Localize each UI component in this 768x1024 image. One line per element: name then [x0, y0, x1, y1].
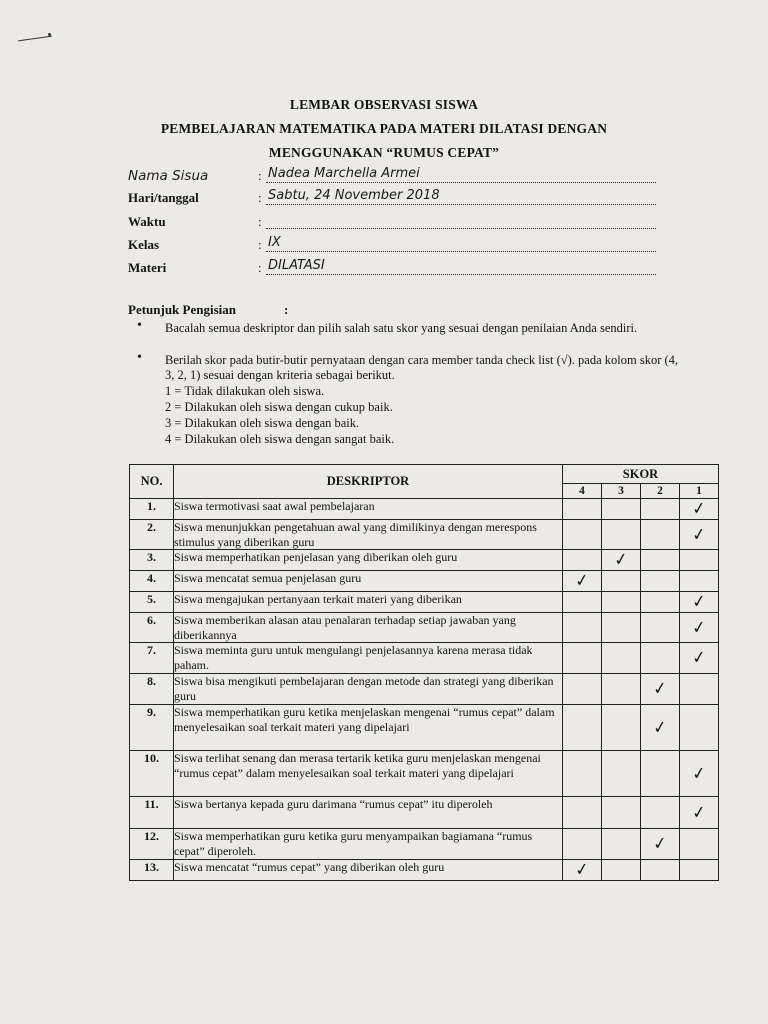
bullet-icon: •	[137, 350, 142, 365]
score-cell-1	[680, 860, 719, 881]
score-col-3: 3	[602, 484, 641, 499]
score-col-1: 1	[680, 484, 719, 499]
row-number: 13.	[130, 860, 174, 881]
score-cell-3	[602, 613, 641, 643]
score-cell-1	[680, 643, 719, 674]
table-row	[130, 643, 719, 674]
bullet-icon: •	[137, 318, 142, 333]
instruction-item: Berilah skor pada butir-butir pernyataan dengan cara member tanda check list (√). pada kolom skor (4, 3, 2, 1) sesuai dengan kriteria sebagai berikut.	[165, 353, 679, 382]
score-cell-3	[602, 705, 641, 751]
row-descriptor: Siswa memperhatikan guru ketika menjelaskan mengenai “rumus cepat” dalam menyelesaikan soal terkait materi yang dipelajari	[174, 705, 563, 751]
score-cell-4	[563, 571, 602, 592]
check-mark-icon: ✓	[573, 859, 591, 881]
score-cell-2	[641, 643, 680, 674]
score-cell-2	[641, 829, 680, 860]
identity-dotted-line	[266, 228, 656, 229]
row-number: 5.	[130, 592, 174, 613]
score-cell-4	[563, 520, 602, 550]
table-row	[130, 860, 719, 881]
criteria-item: 2 = Dilakukan oleh siswa dengan cukup baik.	[165, 400, 393, 414]
check-mark-icon: ✓	[651, 833, 669, 855]
score-col-2: 2	[641, 484, 680, 499]
column-header-descriptor: DESKRIPTOR	[174, 465, 563, 499]
identity-value: Nadea Marchella Armei	[268, 166, 420, 181]
row-descriptor: Siswa memperhatikan penjelasan yang diberikan oleh guru	[174, 550, 563, 571]
instruction-item: Bacalah semua deskriptor dan pilih salah satu skor yang sesuai dengan penilaian Anda sendiri.	[165, 321, 638, 335]
row-descriptor: Siswa menunjukkan pengetahuan awal yang dimilikinya dengan merespons stimulus yang diberikan guru	[174, 520, 563, 550]
score-cell-1	[680, 520, 719, 550]
score-cell-1	[680, 571, 719, 592]
table-row	[130, 499, 719, 520]
score-cell-3	[602, 674, 641, 705]
score-cell-3	[602, 797, 641, 829]
identity-label: Kelas	[128, 237, 160, 252]
identity-dotted-line	[266, 182, 656, 183]
column-header-no: NO.	[130, 465, 174, 499]
criteria-item: 1 = Tidak dilakukan oleh siswa.	[165, 384, 325, 398]
identity-colon: :	[258, 168, 262, 183]
score-cell-3	[602, 829, 641, 860]
score-cell-2	[641, 499, 680, 520]
table-row	[130, 751, 719, 797]
identity-dotted-line	[266, 274, 656, 275]
score-cell-2	[641, 751, 680, 797]
row-descriptor: Siswa memberikan alasan atau penalaran terhadap setiap jawaban yang diberikannya	[174, 613, 563, 643]
row-descriptor: Siswa meminta guru untuk mengulangi penjelasannya karena merasa tidak paham.	[174, 643, 563, 674]
score-cell-3	[602, 643, 641, 674]
score-cell-1	[680, 592, 719, 613]
pen-scribble	[18, 36, 52, 42]
check-mark-icon: ✓	[690, 616, 708, 639]
score-cell-4	[563, 499, 602, 520]
check-mark-icon: ✓	[573, 570, 591, 592]
row-descriptor: Siswa bisa mengikuti pembelajaran dengan metode dan strategi yang diberikan guru	[174, 674, 563, 705]
check-mark-icon: ✓	[690, 762, 708, 785]
score-cell-1	[680, 829, 719, 860]
table-row	[130, 550, 719, 571]
score-cell-4	[563, 705, 602, 751]
score-col-4: 4	[563, 484, 602, 499]
identity-label: Hari/tanggal	[128, 190, 199, 205]
criteria-item: 3 = Dilakukan oleh siswa dengan baik.	[165, 416, 360, 430]
score-cell-2	[641, 674, 680, 705]
score-cell-3	[602, 499, 641, 520]
score-cell-2	[641, 592, 680, 613]
score-cell-4	[563, 674, 602, 705]
identity-label: Nama Sisua	[128, 168, 209, 184]
check-mark-icon: ✓	[651, 716, 669, 739]
sheet-subtitle-line2: MENGGUNAKAN “RUMUS CEPAT”	[268, 145, 500, 160]
score-cell-2	[641, 613, 680, 643]
table-row	[130, 829, 719, 860]
score-cell-4	[563, 613, 602, 643]
table-row	[130, 674, 719, 705]
table-row	[130, 520, 719, 550]
score-cell-2	[641, 797, 680, 829]
row-number: 4.	[130, 571, 174, 592]
identity-dotted-line	[266, 251, 656, 252]
row-number: 1.	[130, 499, 174, 520]
score-cell-1	[680, 705, 719, 751]
table-row	[130, 613, 719, 643]
criteria-item: 4 = Dilakukan oleh siswa dengan sangat baik.	[165, 432, 395, 446]
score-cell-4	[563, 592, 602, 613]
score-cell-4	[563, 860, 602, 881]
identity-value: DILATASI	[268, 258, 325, 273]
score-cell-3	[602, 592, 641, 613]
score-cell-2	[641, 550, 680, 571]
table-row	[130, 592, 719, 613]
score-cell-4	[563, 643, 602, 674]
identity-colon: :	[258, 214, 262, 229]
table-row	[130, 571, 719, 592]
identity-colon: :	[258, 190, 262, 205]
row-descriptor: Siswa termotivasi saat awal pembelajaran	[174, 499, 563, 520]
sheet-title: LEMBAR OBSERVASI SISWA	[289, 97, 479, 112]
score-cell-3	[602, 550, 641, 571]
row-number: 6.	[130, 613, 174, 643]
score-cell-1	[680, 550, 719, 571]
row-number: 3.	[130, 550, 174, 571]
identity-dotted-line	[266, 204, 656, 205]
row-number: 10.	[130, 751, 174, 797]
row-descriptor: Siswa mengajukan pertanyaan terkait materi yang diberikan	[174, 592, 563, 613]
row-descriptor: Siswa memperhatikan guru ketika guru menyampaikan bagiamana “rumus cepat” diperoleh.	[174, 829, 563, 860]
check-mark-icon: ✓	[651, 678, 669, 700]
identity-colon: :	[258, 260, 262, 275]
instructions-title: Petunjuk Pengisian	[128, 302, 236, 317]
row-number: 2.	[130, 520, 174, 550]
score-cell-4	[563, 797, 602, 829]
score-cell-3	[602, 571, 641, 592]
identity-value: IX	[268, 235, 281, 250]
sheet-subtitle-line1: PEMBELAJARAN MATEMATIKA PADA MATERI DILATASI DENGAN	[160, 121, 608, 136]
score-cell-1	[680, 797, 719, 829]
score-cell-2	[641, 860, 680, 881]
identity-label: Materi	[128, 260, 167, 275]
check-mark-icon: ✓	[690, 591, 708, 613]
score-cell-1	[680, 613, 719, 643]
score-cell-2	[641, 705, 680, 751]
instructions-colon: :	[284, 302, 289, 317]
check-mark-icon: ✓	[690, 523, 708, 546]
score-cell-3	[602, 520, 641, 550]
score-cell-3	[602, 751, 641, 797]
observation-table	[129, 464, 719, 881]
identity-value: Sabtu, 24 November 2018	[268, 188, 440, 203]
table-row	[130, 705, 719, 751]
score-cell-4	[563, 829, 602, 860]
row-number: 9.	[130, 705, 174, 751]
row-number: 12.	[130, 829, 174, 860]
score-cell-4	[563, 550, 602, 571]
score-cell-1	[680, 751, 719, 797]
row-descriptor: Siswa bertanya kepada guru darimana “rumus cepat” itu diperoleh	[174, 797, 563, 829]
score-cell-2	[641, 571, 680, 592]
row-descriptor: Siswa mencatat semua penjelasan guru	[174, 571, 563, 592]
check-mark-icon: ✓	[612, 549, 630, 571]
identity-colon: :	[258, 237, 262, 252]
row-number: 8.	[130, 674, 174, 705]
row-number: 7.	[130, 643, 174, 674]
table-row	[130, 797, 719, 829]
check-mark-icon: ✓	[690, 801, 708, 824]
check-mark-icon: ✓	[690, 498, 708, 520]
row-number: 11.	[130, 797, 174, 829]
score-cell-1	[680, 674, 719, 705]
row-descriptor: Siswa mencatat “rumus cepat” yang diberikan oleh guru	[174, 860, 563, 881]
check-mark-icon: ✓	[690, 647, 708, 669]
row-descriptor: Siswa terlihat senang dan merasa tertarik ketika guru menjelaskan mengenai “rumus cepat” dalam menyelesaikan soal terkait materi yang dipelajari	[174, 751, 563, 797]
score-cell-3	[602, 860, 641, 881]
score-cell-4	[563, 751, 602, 797]
pen-mark	[48, 33, 51, 36]
identity-label: Waktu	[128, 214, 166, 229]
score-cell-1	[680, 499, 719, 520]
score-cell-2	[641, 520, 680, 550]
column-header-score: SKOR	[563, 465, 719, 484]
